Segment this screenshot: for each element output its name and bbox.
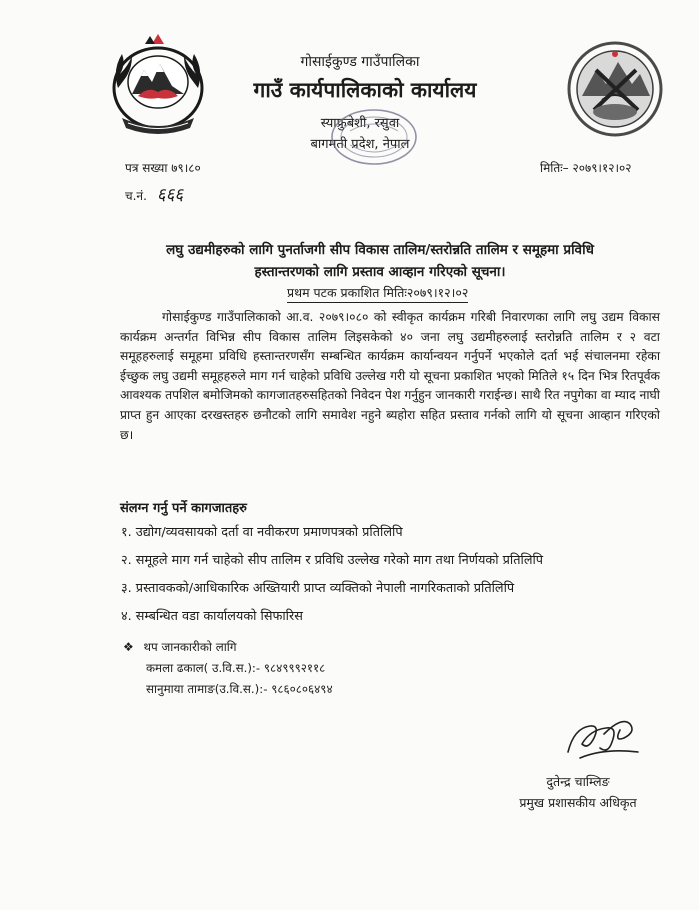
contact-heading-row: [123, 637, 333, 658]
office-seal-stamp: [328, 107, 420, 167]
notice-body: गोसाईकुण्ड गाउँपालिकाको आ.व. २०७९।०८० को स्वीकृत कार्यक्रम गरिबी निवारणका लागि लघु उद्यम विकास कार्यक्रम अन्तर्गत विभिन्न सीप विकास तालिम लिइसकेको ४० जना लघु उद्यमीहरुलाई स्तरोन्नति तालिम र २ वटा समूहहरुलाई समूहमा प्रविधि हस्तान्तरणसँग सम्बन्धित कार्यक्रम कार्यान्वयन गर्नुपर्ने भएकोले दर्ता भई संचालनमा रहेका ईच्छुक लघु उद्यमी समूहहरुले माग गर्न चाहेको प्रविधि उल्लेख गरी यो सूचना प्रकाशित भएको मितिले १५ दिन भित्र रितपूर्वक आवश्यक तपशिल बमोजिमको कागजातहरुसहितको निवेदन पेश गर्नुहुन जानकारी गराईन्छ। साथै रित नपुगेका वा म्याद नाघी प्राप्त हुन आएका दरखस्तहरु छनौटको लागि समावेश नहुने ब्यहोरा सहित प्रस्ताव गर्नको लागि यो सूचना आव्हान गरिएको छ।: [120, 310, 660, 442]
office-province: बागमती प्रदेश, नेपाल: [310, 137, 410, 152]
contact-person-2: सानुमाया तामाङ(उ.वि.स.):- ९८६०८०६४९४: [146, 682, 333, 696]
contact-info: [123, 637, 333, 700]
signer-designation: प्रमुख प्रशासकीय अधिकृत: [519, 795, 637, 810]
letter-date: मितिः– २०७९।१२।०२: [540, 161, 632, 175]
publication-date: प्रथम पटक प्रकाशित मितिः२०७९।१२।०२: [287, 284, 468, 303]
handwritten-signature: [560, 708, 646, 770]
dispatch-value: ६६६: [156, 185, 184, 205]
notice-title-line-1: लघु उद्यमीहरुको लागि पुनर्ताजगी सीप विकास तालिम/स्तरोन्नति तालिम र समूहमा प्रविधि: [166, 242, 594, 258]
list-item: १. उद्योग/व्यवसायको दर्ता वा नवीकरण प्रमाणपत्रको प्रतिलिपि: [121, 525, 403, 540]
office-name: गाउँ कार्यपालिकाको कार्यालय: [253, 78, 477, 102]
diamond-bullet-icon: ❖: [123, 640, 134, 654]
list-item: ४. सम्बन्धित वडा कार्यालयको सिफारिस: [121, 609, 303, 624]
municipality-logo-icon: [566, 40, 664, 138]
municipality-name: गोसाईकुण्ड गाउँपालिका: [300, 54, 420, 70]
office-address: स्याफ्रुबेशी, रसुवा: [320, 116, 400, 131]
dispatch-number: [125, 182, 183, 205]
list-item: ३. प्रस्तावकको/आधिकारिक अख्तियारी प्राप्त व्यक्तिको नेपाली नागरिकताको प्रतिलिपि: [121, 581, 515, 596]
signer-name: दुतेन्द्र चाम्लिङ: [546, 774, 610, 789]
list-item: २. समूहले माग गर्न चाहेको सीप तालिम र प्रविधि उल्लेख गरेको माग तथा निर्णयको प्रतिलिपि: [121, 553, 544, 568]
notice-title-line-2: हस्तान्तरणको लागि प्रस्ताव आव्हान गरिएको सूचना।: [254, 264, 506, 280]
contact-heading: थप जानकारीको लागि: [143, 640, 237, 654]
letter-reference-number: पत्र सख्या ७९।८०: [125, 161, 201, 175]
nepal-emblem-icon: [98, 30, 218, 142]
required-documents-heading: संलग्न गर्नु पर्ने कागजातहरु: [120, 501, 247, 516]
contact-person-1: कमला ढकाल( उ.वि.स.):- ९८४९९९२११८: [146, 661, 326, 675]
required-documents-list: [121, 520, 681, 632]
dispatch-label: च.नं.: [125, 189, 147, 203]
